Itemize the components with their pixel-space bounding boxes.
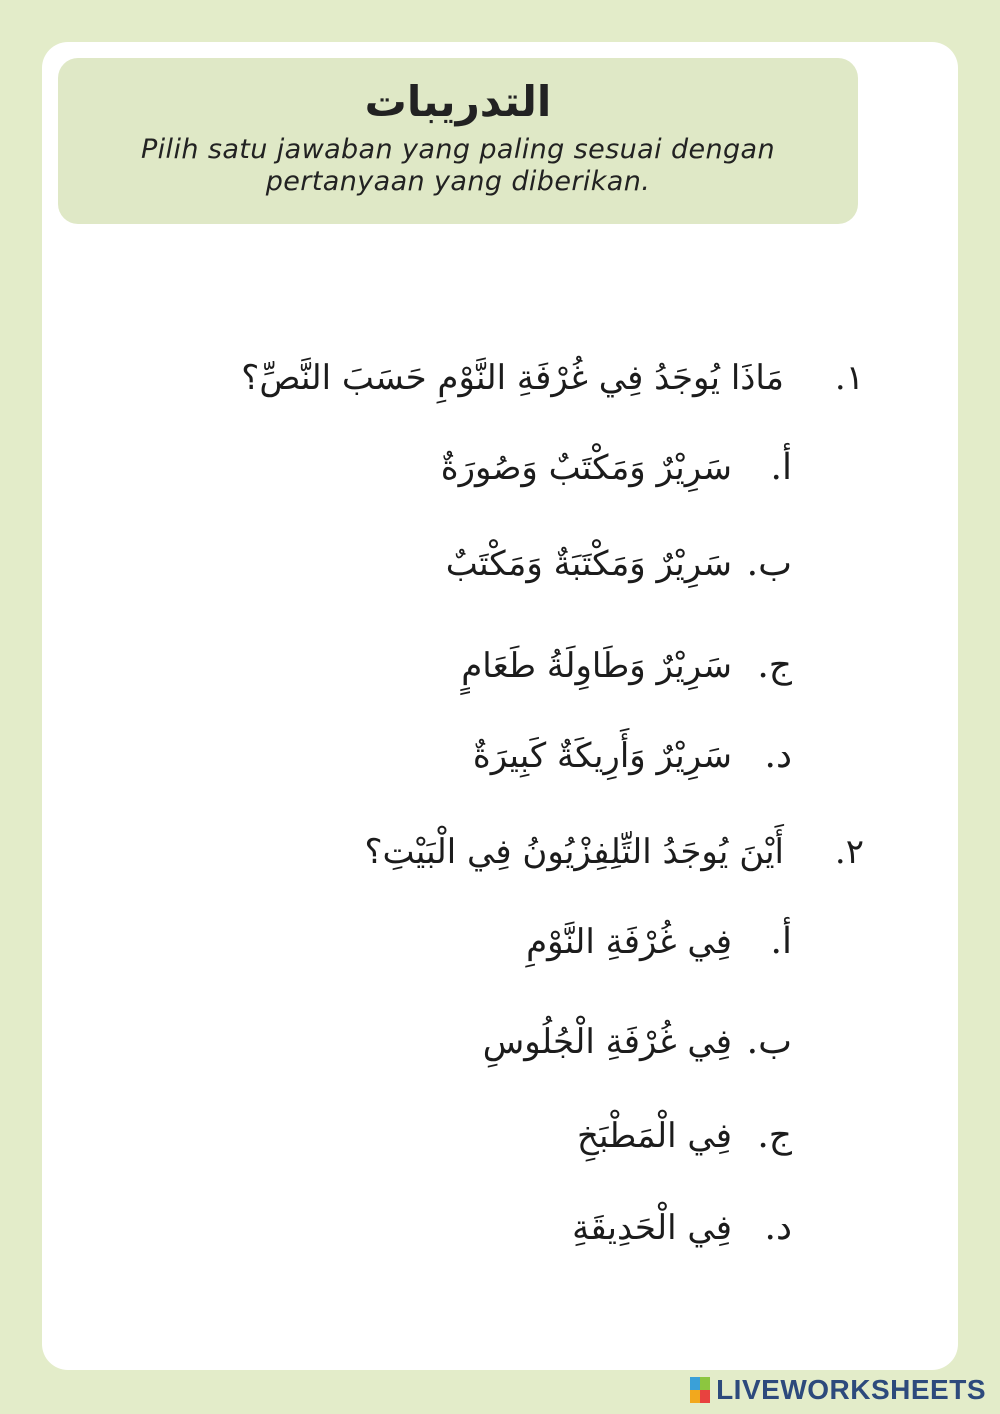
exercise-header: [58, 58, 858, 224]
option-letter: ب.: [746, 543, 792, 584]
question-2-option-d[interactable]: [0, 1198, 1000, 1258]
option-text: سَرِيْرٌ وَمَكْتَبٌ وَصُورَةٌ: [440, 448, 732, 488]
question-1-option-d[interactable]: [0, 726, 1000, 786]
option-text: فِي الْحَدِيقَةِ: [572, 1208, 732, 1248]
question-2-option-c[interactable]: [0, 1106, 1000, 1166]
logo-square-blue: [690, 1377, 700, 1390]
option-text: سَرِيْرٌ وَطَاوِلَةُ طَعَامٍ: [461, 646, 732, 686]
question-2-option-a[interactable]: [0, 912, 1000, 972]
question-number: ٢.: [834, 832, 864, 872]
option-letter: ج.: [757, 1115, 792, 1156]
question-2-option-b[interactable]: [0, 1012, 1000, 1072]
brand-text: LIVEWORKSHEETS: [716, 1374, 986, 1405]
option-letter: ب.: [746, 1021, 792, 1062]
option-text: فِي غُرْفَةِ الْجُلُوسِ: [482, 1022, 732, 1062]
question-1-option-b[interactable]: [0, 534, 1000, 594]
question-2: [0, 822, 1000, 882]
option-letter: ج.: [757, 645, 792, 686]
logo-square-orange: [690, 1390, 700, 1403]
logo-square-red: [700, 1390, 710, 1403]
option-text: فِي الْمَطْبَخِ: [577, 1116, 732, 1156]
question-1-option-c[interactable]: [0, 636, 1000, 696]
option-letter: د.: [764, 735, 792, 776]
question-text: مَاذَا يُوجَدُ فِي غُرْفَةِ النَّوْمِ حَسَبَ النَّصِّ؟: [241, 358, 784, 398]
question-number: ١.: [834, 358, 864, 398]
logo-square-green: [700, 1377, 710, 1390]
question-text: أَيْنَ يُوجَدُ التِّلِفِزْيُونُ فِي الْبَيْتِ؟: [364, 832, 784, 872]
option-letter: د.: [764, 1207, 792, 1248]
liveworksheets-logo-icon: [690, 1377, 710, 1403]
exercise-title: التدريبات: [364, 77, 552, 126]
option-text: فِي غُرْفَةِ النَّوْمِ: [526, 922, 732, 962]
liveworksheets-brand: [690, 1374, 986, 1406]
option-letter: أ.: [770, 447, 792, 488]
option-text: سَرِيْرٌ وَأَرِيكَةٌ كَبِيرَةٌ: [472, 736, 732, 776]
option-letter: أ.: [770, 921, 792, 962]
question-1-option-a[interactable]: [0, 438, 1000, 498]
exercise-instruction: Pilih satu jawaban yang paling sesuai dengan pertanyaan yang diberikan.: [140, 134, 776, 197]
question-1: [0, 348, 1000, 408]
worksheet-card: [42, 42, 958, 1370]
option-text: سَرِيْرٌ وَمَكْتَبَةٌ وَمَكْتَبٌ: [445, 544, 732, 584]
